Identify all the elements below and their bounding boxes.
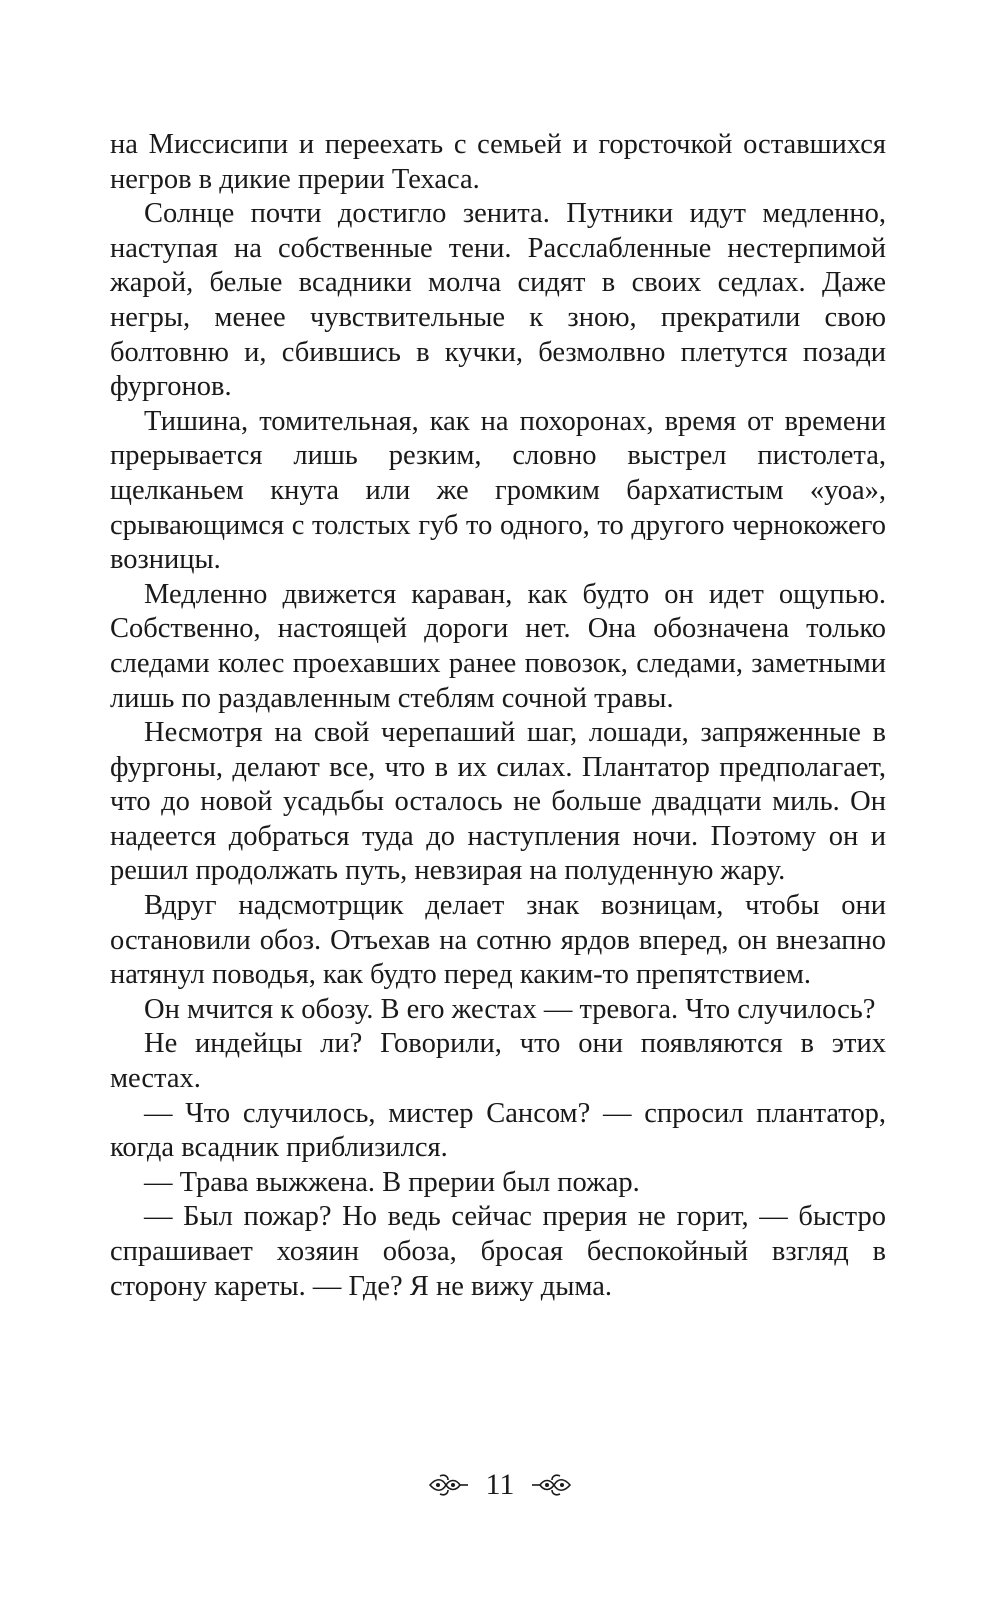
paragraph-3: Тишина, томительная, как на похоронах, время от времени прерывается лишь резким, словно выстрел пистолета, щелканьем кнута или же громким бархатистым «уоа», срывающимся с толстых губ то одного, то другого чернокожего возницы. <box>110 405 886 576</box>
paragraph-2: Солнце почти достигло зенита. Путники идут медленно, наступая на собственные тени. Расслабленные нестерпимой жарой, белые всадники молча сидят в своих седлах. Даже негры, менее чувствительные к зною, прекратили свою болтовню и, сбившись в кучки, безмолвно плетутся позади фургонов. <box>110 198 886 403</box>
paragraph-8: Не индейцы ли? Говорили, что они появляются в этих местах. <box>110 1028 886 1095</box>
paragraph-1: на Миссисипи и переехать с семьей и горсточкой оставшихся негров в дикие прерии Техаса. <box>110 129 886 195</box>
paragraph-6: Вдруг надсмотрщик делает знак возницам, чтобы они остановили обоз. Отъехав на сотню ярдов вперед, он внезапно натянул поводья, как будто перед каким-то препятствием. <box>110 890 886 991</box>
paragraph-10: — Трава выжжена. В прерии был пожар. <box>144 1166 640 1198</box>
fleuron-right-icon <box>530 1470 574 1500</box>
fleuron-left-icon <box>426 1470 470 1500</box>
paragraph-9: — Что случилось, мистер Сансом? — спросил плантатор, когда всадник приблизился. <box>110 1097 886 1164</box>
paragraph-11: — Был пожар? Но ведь сейчас прерия не горит, — быстро спрашивает хозяин обоза, бросая беспокойный взгляд в сторону кареты. — Где? Я не вижу дыма. <box>110 1201 886 1302</box>
page-footer <box>0 1460 1000 1510</box>
body-text <box>110 128 886 1304</box>
page-number: 11 <box>485 1468 515 1501</box>
paragraph-4: Медленно движется караван, как будто он идет ощупью. Собственно, настоящей дороги нет. Она обозначена только следами колес проехавших ранее повозок, следами, заметными лишь по раздавленным стеблям сочной травы. <box>110 578 886 714</box>
paragraph-5: Несмотря на свой черепаший шаг, лошади, запряженные в фургоны, делают все, что в их силах. Плантатор предполагает, что до новой усадьбы осталось не больше двадцати миль. Он надеется добраться туда до наступления ночи. Поэтому он и решил продолжать путь, невзирая на полуденную жару. <box>110 717 886 887</box>
paragraph-7: Он мчится к обозу. В его жестах — тревога. Что случилось? <box>144 993 876 1025</box>
